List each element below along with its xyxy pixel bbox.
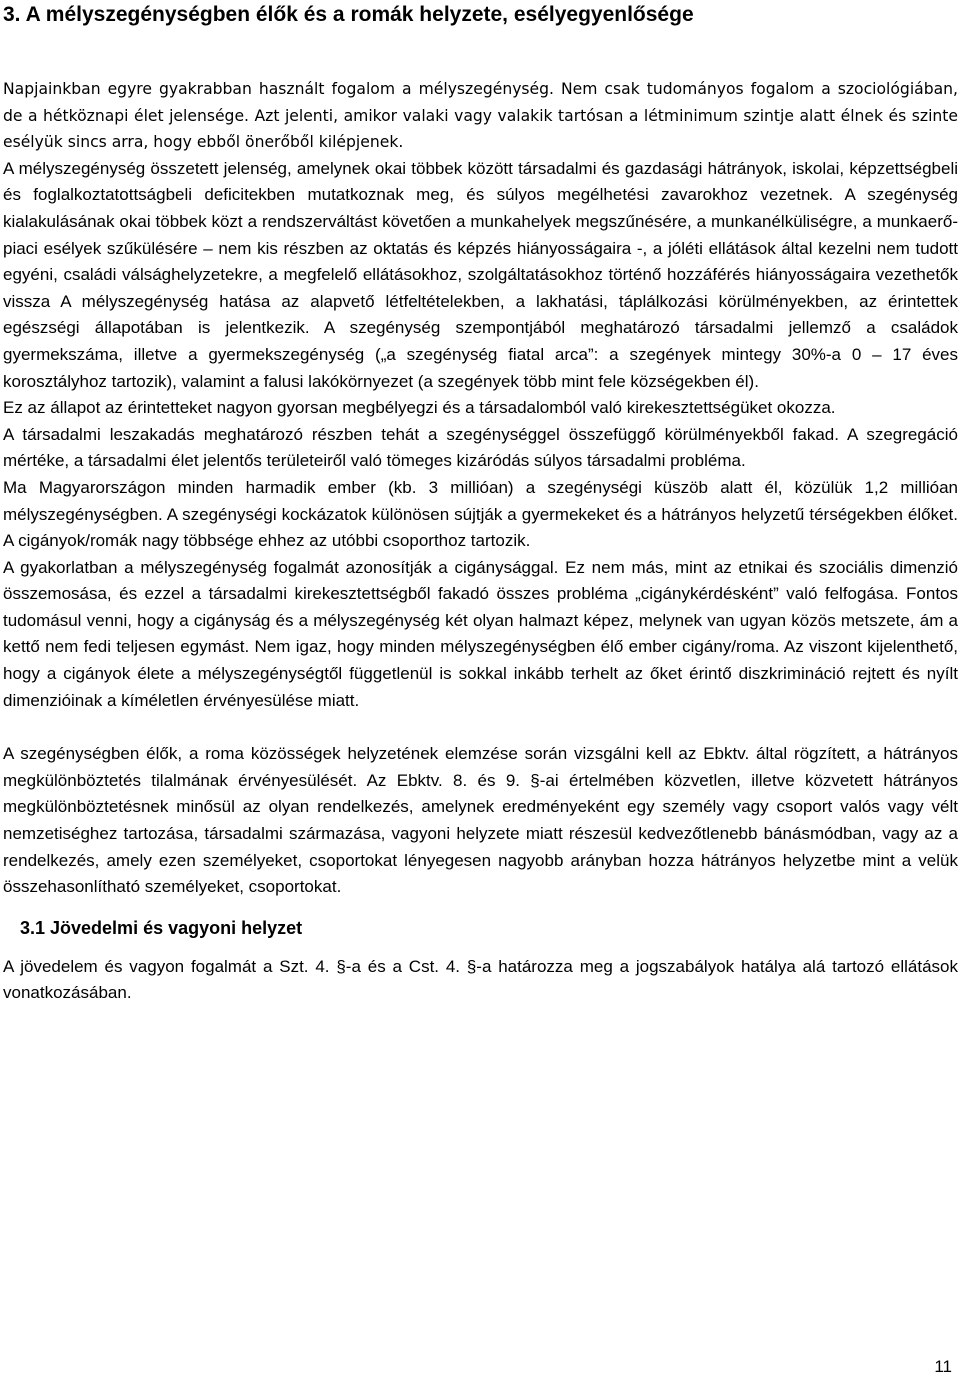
paragraph-income: A jövedelem és vagyon fogalmát a Szt. 4. §-a és a Cst. 4. §-a határozza meg a jogszabályok hatálya alá tartozó ellátások vonatkozásában. <box>3 956 958 1003</box>
spacer <box>3 901 958 915</box>
page-number: 11 <box>934 1357 952 1376</box>
paragraph-definition: Napjainkban egyre gyakrabban használt fogalom a mélyszegénység. Nem csak tudományos fogalom a szociológiában, de a hétköznapi élet jelensége. Azt jelenti, amikor valaki vagy valakik tartósan a létminimum szintje alatt élnek és szinte esélyük sincs arra, hogy ebből önerőből kilépjenek. <box>3 80 958 152</box>
paragraph-stigma: Ez az állapot az érintetteket nagyon gyorsan megbélyegzi és a társadalomból való kirekesztettségüket okozza. <box>3 398 836 418</box>
paragraph-discrimination: A szegénységben élők, a roma közösségek helyzetének elemzése során vizsgálni kell az Ebktv. által rögzített, a hátrányos megkülönböztetés tilalmának érvényesülését. Az Ebktv. 8. és 9. §-ai értelmében közvetlen, illetve közvetett hátrányos megkülönböztetésnek minősül az olyan rendelkezés, amelynek eredményeként egy személy vagy csoport valós vagy vélt nemzetiséghez tartozása, társadalmi származása, vagyoni helyzete miatt részesül kedvezőtlenebb bánásmódban, vagy az a rendelkezés, amely ezen személyeket, csoportokat lényegesen nagyobb arányban hozza hátrányos helyzetbe mint a velük összehasonlítható személyeket, csoportokat. <box>3 744 958 897</box>
spacer <box>3 714 958 741</box>
paragraph-statistics: Ma Magyarországon minden harmadik ember (kb. 3 millióan) a szegénységi küszöb alatt él, közülük 1,2 millióan mélyszegénységben. A szegénységi kockázatok különösen sújtják a gyermekeket és a hátrányos helyzetű térségekben élőket. A cigányok/romák nagy többsége ehhez az utóbbi csoporthoz tartozik. <box>3 477 958 551</box>
paragraph-roma-poverty: A gyakorlatban a mélyszegénység fogalmát azonosítják a cigánysággal. Ez nem más, mint az etnikai és szociális dimenzió összemosása, és ezzel a társadalmi kirekesztettségből fakadó összes probléma „cigánykérdésként” való felfogása. Fontos tudomásul venni, hogy a cigányság és a mélyszegénység két olyan halmazt képez, melynek van ugyan közös metszete, ám a kettő nem fedi teljesen egymást. Nem igaz, hogy minden mélyszegénységben élő ember cigány/roma. Az viszont kijelenthető, hogy a cigányok élete a mélyszegénységtől függetlenül is sokkal inkább terhelt az őket érintő diszkrimináció rejtett és nyílt dimenzióinak a kíméletlen érvényesülése miatt. <box>3 557 958 710</box>
paragraph-causes: A mélyszegénység összetett jelenség, amelynek okai többek között társadalmi és gazdasági hátrányok, iskolai, képzettségbeli és foglalkoztatottságbeli deficitekben mutatkoznak meg, és súlyos megélhetési zavarokhoz vezetnek. A szegénység kialakulásának okai többek közt a rendszerváltást követően a munkahelyek megszűnésére, a munkanélküliségre, a munkaerő-piaci esélyek szűkülésére – nem kis részben az oktatás és képzés hiányosságaira -, a jóléti ellátások által kezelni nem tudott egyéni, családi válsághelyzetekre, a megfelelő ellátásokhoz, szolgáltatásokhoz történő hozzáférés hiányosságaira vezethetők vissza A mélyszegénység hatása az alapvető létfeltételekben, a lakhatási, táplálkozási körülményekben, az érintettek egészségi állapotában is jelentkezik. A szegénység szempontjából meghatározó társadalmi jellemző a családok gyermekszáma, illetve a gyermekszegénység („a szegénység fiatal arca”: a szegények mintegy 30%-a 0 – 17 éves korosztályhoz tartozik), valamint a falusi lakókörnyezet (a szegények több mint fele községekben él). <box>3 158 958 391</box>
chapter-title: 3. A mélyszegénységben élők és a romák helyzete, esélyegyenlősége <box>3 3 694 26</box>
spacer <box>3 941 958 954</box>
section-title: 3.1 Jövedelmi és vagyoni helyzet <box>20 917 303 938</box>
chapter-body <box>3 76 958 1007</box>
paragraph-segregation: A társadalmi leszakadás meghatározó részben tehát a szegénységgel összefüggő körülményekből fakad. A szegregáció mértéke, a társadalmi élet jelentős területeiről való tömeges kizáródás súlyos társadalmi probléma. <box>3 424 958 471</box>
